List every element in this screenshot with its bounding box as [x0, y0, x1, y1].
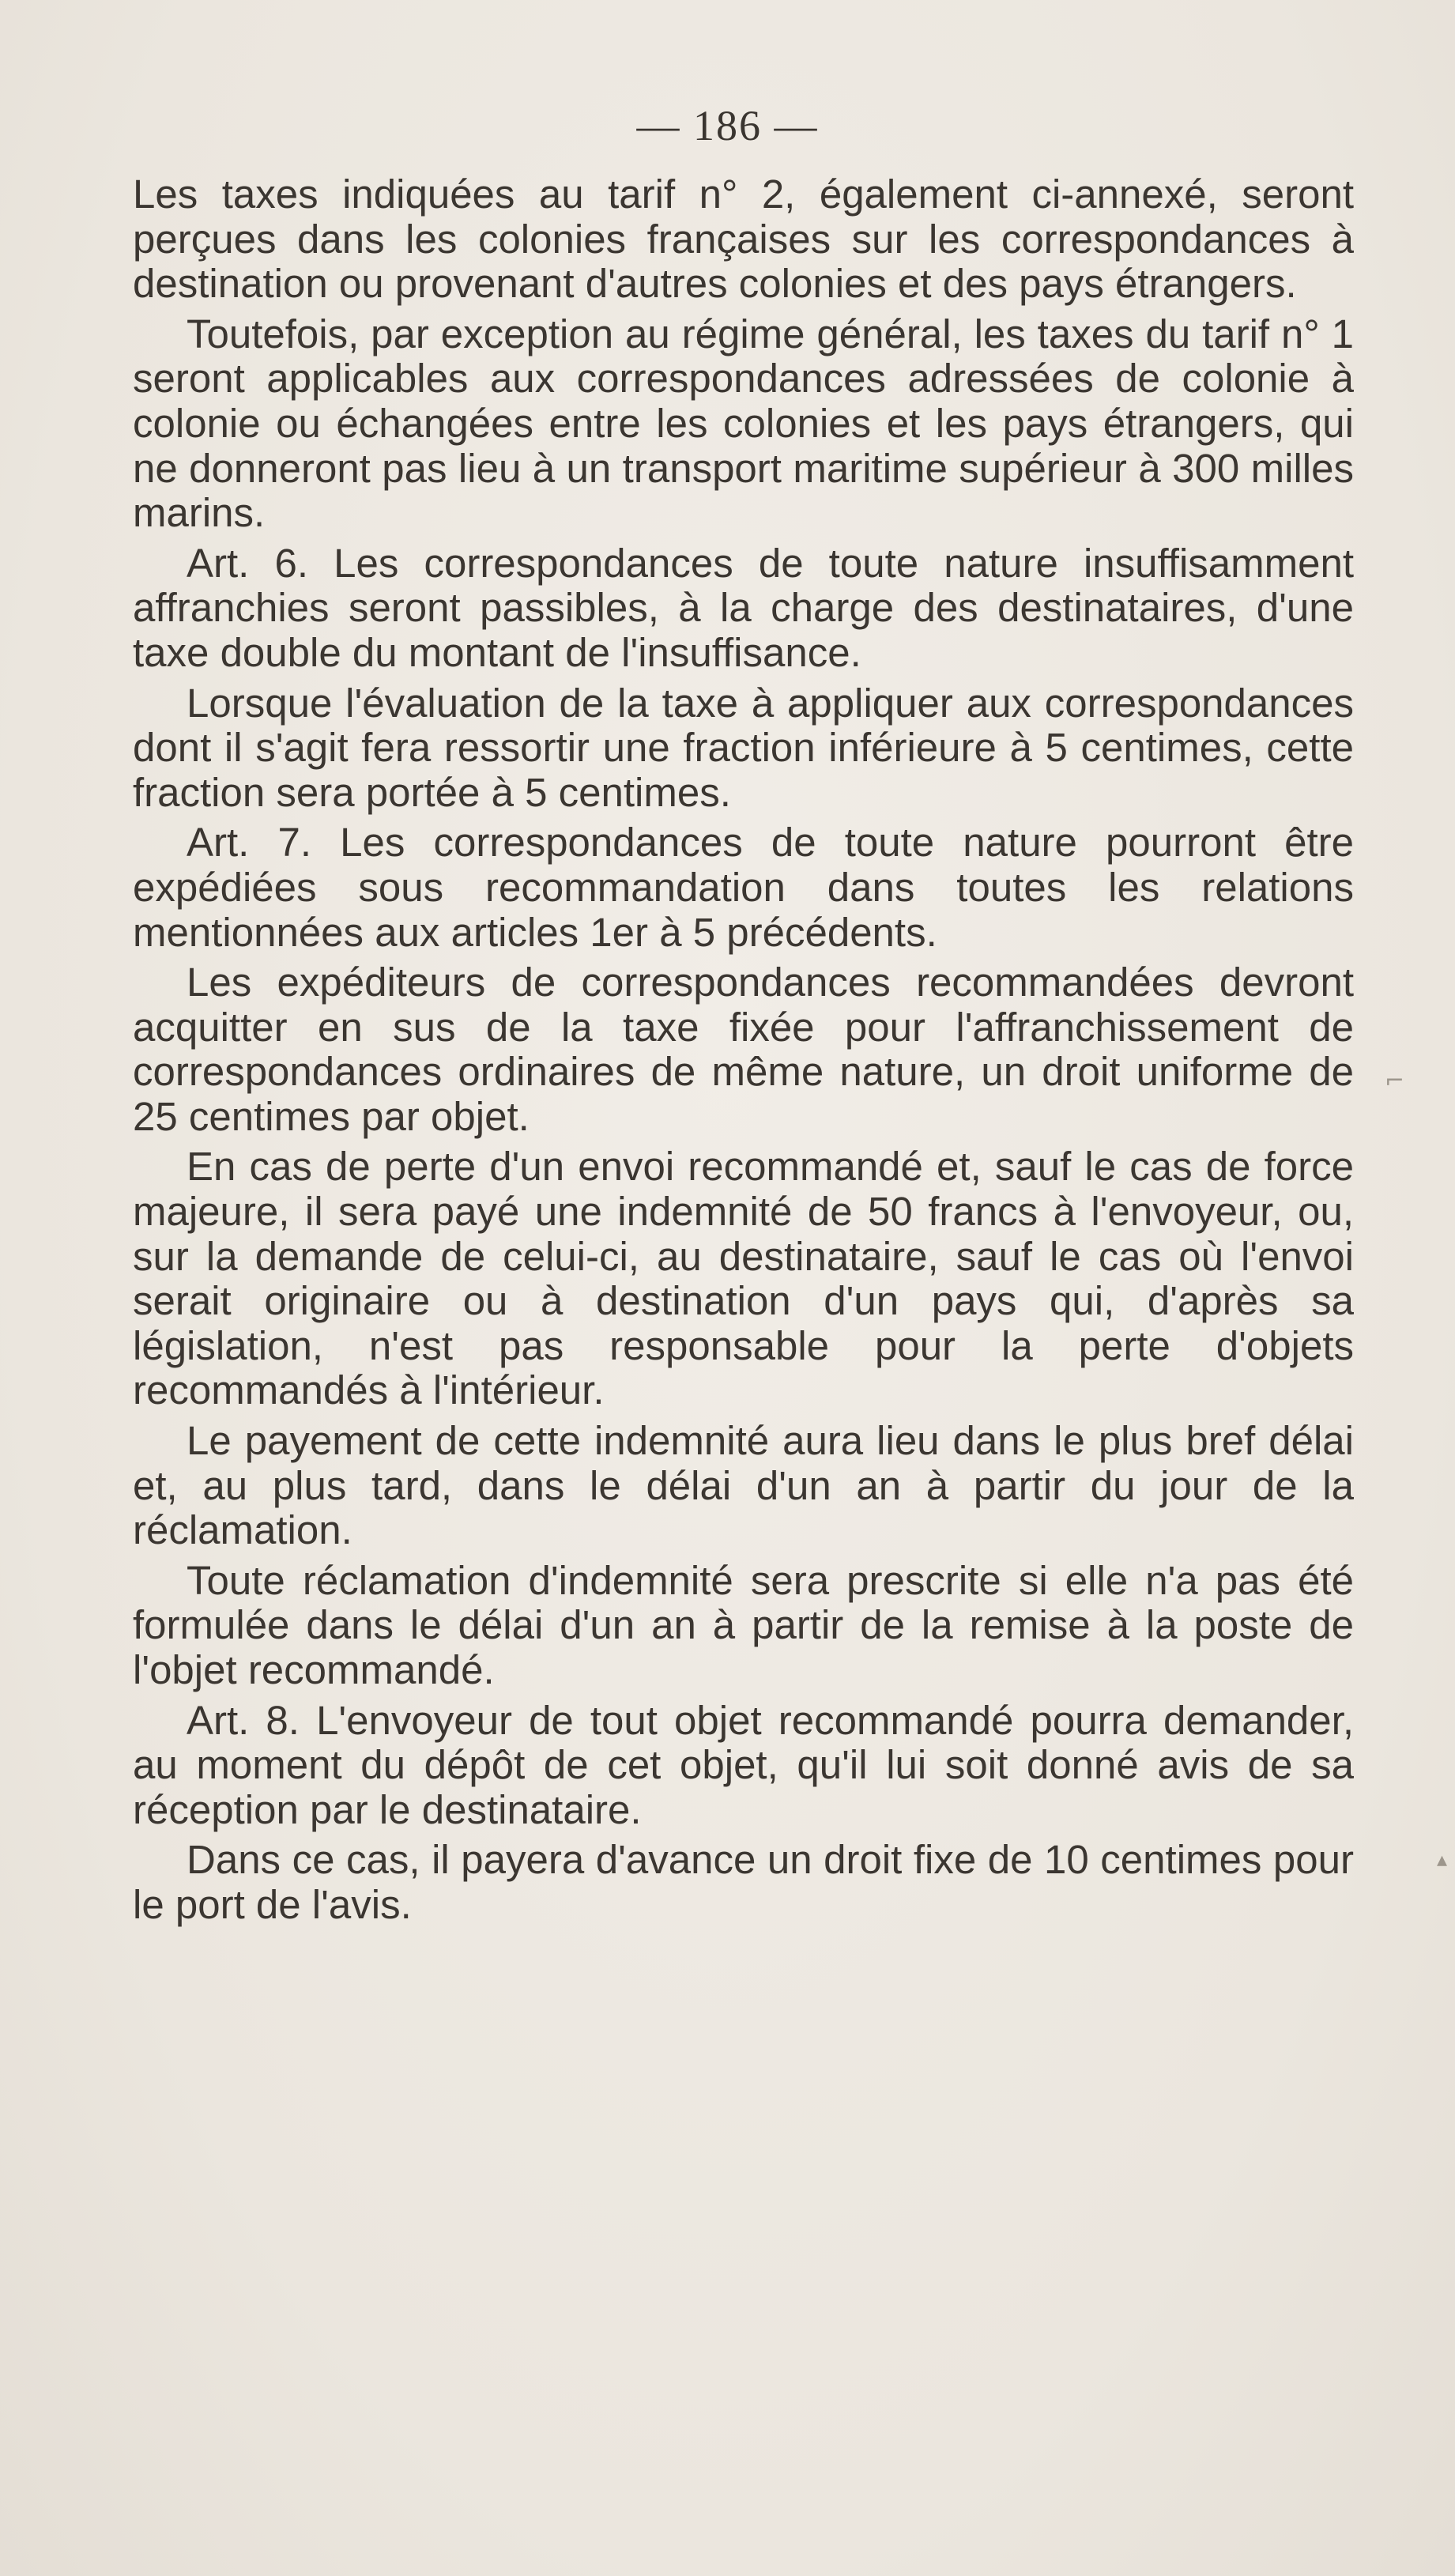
body-text: [133, 172, 1354, 1933]
paragraph-art-7: Art. 7. Les correspondances de toute nature pourront être expédiées sous recommandation dans toutes les relations mentionnées aux articles 1er à 5 précédents.: [133, 820, 1354, 955]
paragraph-art-8: Art. 8. L'envoyeur de tout objet recommandé pourra demander, au moment du dépôt de cet objet, qu'il lui soit donné avis de sa réception par le destinataire.: [133, 1697, 1354, 1832]
paragraph-4: Lorsque l'évaluation de la taxe à appliquer aux correspondances dont il s'agit fera ressortir une fraction inférieure à 5 centimes, cette fraction sera portée à 5 centimes.: [133, 680, 1354, 815]
paragraph-11: Dans ce cas, il payera d'avance un droit fixe de 10 centimes pour le port de l'avis.: [133, 1837, 1354, 1927]
margin-tick-mark: ⌐: [1385, 1067, 1405, 1095]
margin-dot-mark: ▴: [1437, 1848, 1448, 1872]
paragraph-7: En cas de perte d'un envoi recommandé et, sauf le cas de force majeure, il sera payé une indemnité de 50 francs à l'envoyeur, ou, sur la demande de celui-ci, au destinataire, sauf le cas où l'envoi serait originaire ou à destination d'un pays qui, d'après sa législation, n'est pas responsable pour la perte d'objets recommandés à l'intérieur.: [133, 1144, 1354, 1413]
paragraph-6: Les expéditeurs de correspondances recommandées devront acquitter en sus de la taxe fixée pour l'affranchissement de correspondances ordinaires de même nature, un droit uniforme de 25 centimes par objet.: [133, 960, 1354, 1139]
paragraph-1: Les taxes indiquées au tarif n° 2, également ci-annexé, seront perçues dans les colonies françaises sur les correspondances à destination ou provenant d'autres colonies et des pays étrangers.: [133, 172, 1354, 307]
paragraph-art-6: Art. 6. Les correspondances de toute nature insuffisamment affranchies seront passibles, à la charge des destinataires, d'une taxe double du montant de l'insuffisance.: [133, 540, 1354, 675]
page-number: — 186 —: [636, 102, 819, 149]
paragraph-9: Toute réclamation d'indemnité sera prescrite si elle n'a pas été formulée dans le délai d'un an à partir de la remise à la poste de l'objet recommandé.: [133, 1557, 1354, 1692]
paragraph-2: Toutefois, par exception au régime général, les taxes du tarif n° 1 seront applicables aux correspondances adressées de colonie à colonie ou échangées entre les colonies et les pays étrangers, qui ne donneront pas lieu à un transport maritime supérieur à 300 milles marins.: [133, 311, 1354, 536]
paragraph-8: Le payement de cette indemnité aura lieu dans le plus bref délai et, au plus tard, dans le délai d'un an à partir du jour de la réclamation.: [133, 1418, 1354, 1553]
